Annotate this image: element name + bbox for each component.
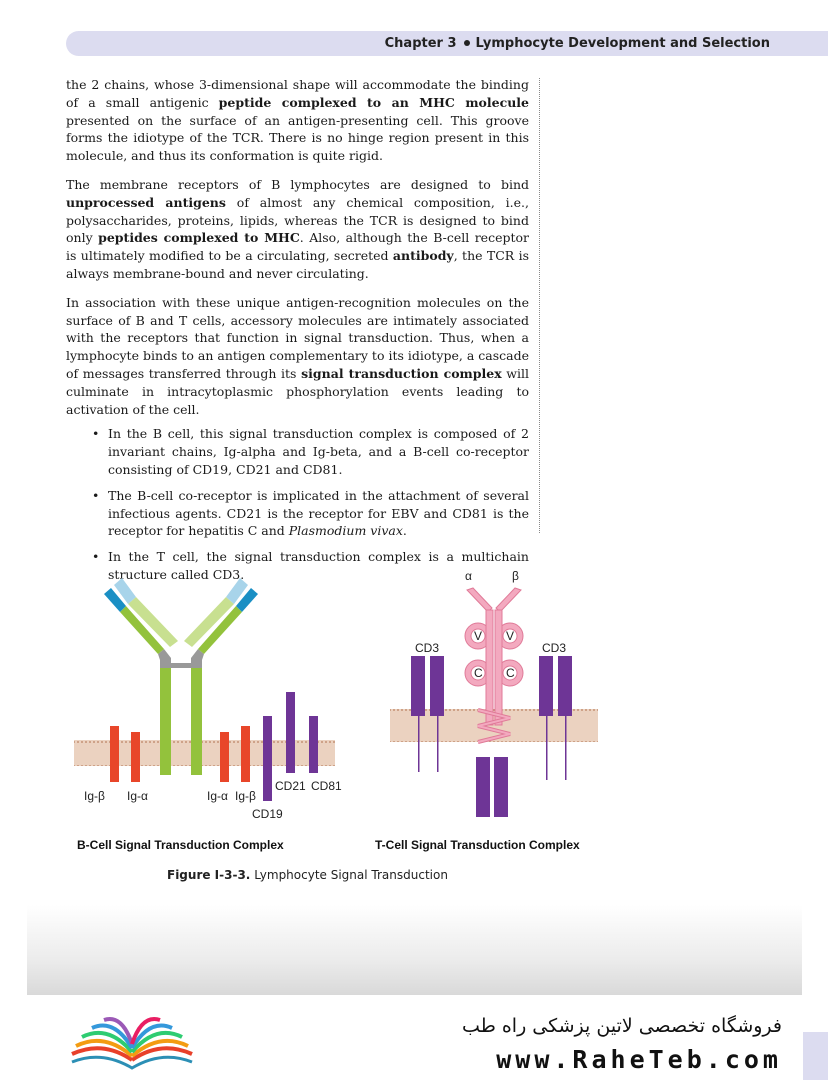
text-run: , the TCR is always membrane-bound and never circulating. bbox=[66, 248, 529, 281]
cd3-tail bbox=[546, 716, 548, 780]
cd3-left-1 bbox=[411, 656, 425, 716]
text-run: In association with these unique antigen-recognition molecules on the surface of B and T cells, accessory molecules are intimately associated with the receptors that function in signal transduction. Thus, when a lymphocyte binds to an antigen complementary to its idiotype, a cascade of messages transferred through its bbox=[66, 294, 529, 381]
ig-alpha-right bbox=[220, 732, 229, 782]
label-ig-alpha: Ig-α bbox=[127, 789, 148, 803]
heavy-chain-right bbox=[191, 668, 202, 775]
store-website: www.RaheTeb.com bbox=[496, 1045, 782, 1074]
label-v: V bbox=[474, 629, 483, 643]
label-ig-alpha: Ig-α bbox=[207, 789, 228, 803]
bullet-item bbox=[108, 487, 529, 540]
running-header bbox=[385, 36, 770, 51]
tcr-alpha-tip bbox=[467, 588, 492, 612]
figure-label: Figure I-3-3. bbox=[167, 868, 251, 882]
figure-caption-text: Lymphocyte Signal Transduction bbox=[250, 868, 448, 882]
label-alpha: α bbox=[465, 569, 472, 583]
text-run: . bbox=[402, 523, 407, 539]
cd21 bbox=[286, 692, 295, 773]
label-cd21: CD21 bbox=[275, 779, 306, 793]
bold-term: unprocessed antigens bbox=[66, 194, 226, 210]
text-run: of almost any chemical composition, i.e., polysaccharides, proteins, lipids, whereas the TCR is designed to bind only bbox=[66, 194, 529, 246]
b-panel-title: B-Cell Signal Transduction Complex bbox=[77, 838, 284, 852]
cd3-tail bbox=[418, 716, 420, 772]
signal-transduction-figure bbox=[0, 560, 828, 860]
zeta-chain-2 bbox=[494, 757, 508, 817]
paragraph-2 bbox=[66, 176, 529, 283]
label-ig-beta: Ig-β bbox=[84, 789, 105, 803]
bold-term: signal transduction complex bbox=[301, 365, 502, 381]
tcr-beta-tip bbox=[496, 588, 521, 612]
heavy-chain-left bbox=[160, 668, 171, 775]
ig-beta-left bbox=[110, 726, 119, 782]
cd3-right-1 bbox=[539, 656, 553, 716]
figure-caption bbox=[167, 868, 448, 882]
chapter-title: Lymphocyte Development and Selection bbox=[475, 36, 770, 51]
paragraph-1 bbox=[66, 76, 529, 165]
store-name: فروشگاه تخصصی لاتین پزشکی راه طب bbox=[462, 1015, 782, 1037]
text-run: the 2 chains, whose 3-dimensional shape will accommodate the binding of a small antigenic bbox=[66, 77, 529, 110]
text-run: The membrane receptors of B lymphocytes are designed to bind bbox=[66, 176, 529, 192]
bold-term: peptide complexed to an MHC molecule bbox=[218, 94, 530, 110]
italic-term: Plasmodium vivax bbox=[288, 523, 403, 539]
text-run: . Also, although the B-cell receptor is ultimately modified to be a circulating, secreted bbox=[66, 230, 529, 264]
text-run: In the B cell, this signal transduction complex is composed of 2 invariant chains, Ig-alpha and Ig-beta, and a B-cell co-receptor consisting of CD19, CD21 and CD81. bbox=[108, 426, 529, 477]
body-text bbox=[66, 76, 529, 592]
chapter-number: Chapter 3 bbox=[384, 36, 457, 51]
footer-tab bbox=[803, 1032, 828, 1080]
bullet-dot-icon bbox=[464, 40, 470, 46]
label-cd3: CD3 bbox=[542, 641, 567, 655]
cd3-tail bbox=[437, 716, 439, 772]
label-beta: β bbox=[512, 569, 519, 583]
hinge-disulfide bbox=[169, 663, 193, 668]
text-run: will culminate in intracytoplasmic phosphorylation events leading to activation of the cell. bbox=[66, 365, 529, 417]
book-logo-icon bbox=[68, 1010, 198, 1072]
bold-term: peptides complexed to MHC bbox=[98, 230, 300, 246]
label-cd19: CD19 bbox=[252, 807, 283, 821]
ig-alpha-left bbox=[131, 732, 140, 782]
cd3-left-2 bbox=[430, 656, 444, 716]
label-cd3: CD3 bbox=[415, 641, 440, 655]
tcr-alpha-stem bbox=[486, 610, 493, 725]
cd3-right-2 bbox=[558, 656, 572, 716]
label-v: V bbox=[506, 629, 515, 643]
label-c: C bbox=[506, 666, 515, 680]
bold-term: antibody bbox=[392, 248, 454, 264]
zeta-chain-1 bbox=[476, 757, 490, 817]
label-ig-beta: Ig-β bbox=[235, 789, 256, 803]
paragraph-3 bbox=[66, 294, 529, 419]
ig-beta-right bbox=[241, 726, 250, 782]
tcr-beta-stem bbox=[495, 610, 502, 725]
column-divider bbox=[539, 78, 540, 533]
cd81 bbox=[309, 716, 318, 773]
page-bottom-shadow bbox=[27, 905, 802, 995]
cd19 bbox=[263, 716, 272, 801]
text-run: In the T cell, the signal transduction complex is a multichain structure called CD3. bbox=[108, 549, 529, 582]
t-panel-title: T-Cell Signal Transduction Complex bbox=[375, 838, 580, 852]
text-run: presented on the surface of an antigen-presenting cell. This groove forms the idiotype of the TCR. There is no hinge region present in this molecule, and thus its conformation is quite rigid. bbox=[66, 112, 529, 164]
cd3-tail bbox=[565, 716, 567, 780]
bullet-item bbox=[108, 425, 529, 478]
label-c: C bbox=[474, 666, 483, 680]
label-cd81: CD81 bbox=[311, 779, 342, 793]
text-run: The B-cell co-receptor is implicated in the attachment of several infectious agents. CD21 is the receptor for EBV and CD81 is the receptor for hepatitis C and bbox=[108, 487, 529, 539]
